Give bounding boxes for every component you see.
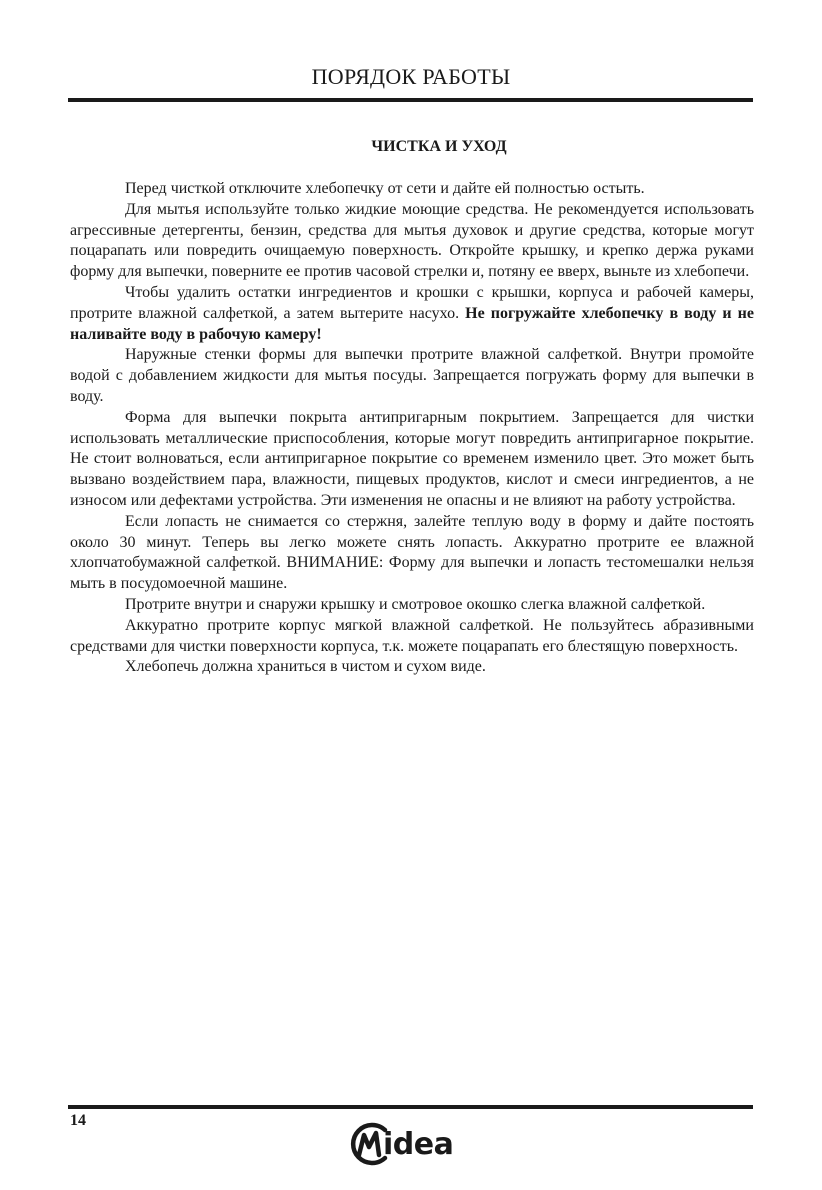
- header-divider: [68, 98, 753, 102]
- paragraph-housing: Аккуратно протрите корпус мягкой влажной салфеткой. Не пользуйтесь абразивными средствами для чистки поверхности корпуса, т.к. можете поцарапать его блестящую поверхность.: [70, 616, 754, 655]
- paragraph-nonstick: Форма для выпечки покрыта антипригарным покрытием. Запрещается для чистки использовать металлические приспособления, которые могут повредить антипригарное покрытие. Не стоит волноваться, если антипригарное покрытие со временем изменило цвет. Это может быть вызвано воздействием пара, влажности, пищевых продуктов, кислот и смеси ингредиентов, а не износом или дефектами устройства. Эти изменения не опасны и не влияют на работу устройства.: [70, 408, 754, 509]
- warning-no-water: Не погружайте хлебопечку в воду и не наливайте воду в рабочую камеру!: [70, 304, 755, 343]
- logo-wordmark: idea: [383, 1126, 454, 1162]
- paragraph-pan-walls: Наружные стенки формы для выпечки протрите влажной салфеткой. Внутри промойте водой с добавлением жидкости для мытья посуды. Запрещается погружать форму для выпечки в воду.: [70, 346, 754, 405]
- paragraph-detergents: Для мытья используйте только жидкие моющие средства. Не рекомендуется использовать агрессивные детергенты, бензин, средства для мытья духовок и другие средства, которые могут поцарапать или повредить очищаемую поверхность. Откройте крышку, и крепко держа руками форму для выпечки, поверните ее против часовой стрелки и, потяну ее вверх, выньте из хлебопечи.: [70, 200, 754, 281]
- paragraph-paddle: Если лопасть не снимается со стержня, залейте теплую воду в форму и дайте постоять около 30 минут. Теперь вы легко можете снять лопасть. Аккуратно протрите ее влажной хлопчатобумажной салфеткой. ВНИМАНИЕ: Форму для выпечки и лопасть тестомешалки нельзя мыть в посудомоечной машине.: [70, 512, 754, 593]
- page-header-title: ПОРЯДОК РАБОТЫ: [311, 64, 511, 89]
- footer-divider: [68, 1105, 753, 1109]
- paragraph-crumbs-text: Чтобы удалить остатки ингредиентов и крошки с крышки, корпуса и рабочей камеры, протрите влажной салфеткой, а затем вытерите насухо.: [70, 283, 754, 322]
- midea-logo: [345, 1119, 477, 1169]
- paragraph-crumbs: [70, 283, 754, 345]
- paragraph-storage: Хлебопечь должна храниться в чистом и сухом виде.: [125, 658, 486, 676]
- body-text: [70, 179, 754, 678]
- paragraph-unplug: Перед чисткой отключите хлебопечку от сети и дайте ей полностью остыть.: [125, 180, 645, 197]
- page-number: 14: [70, 1112, 86, 1129]
- section-title: ЧИСТКА И УХОД: [371, 138, 507, 155]
- paragraph-lid-window: Протрите внутри и снаружи крышку и смотровое окошко слегка влажной салфеткой.: [125, 595, 706, 613]
